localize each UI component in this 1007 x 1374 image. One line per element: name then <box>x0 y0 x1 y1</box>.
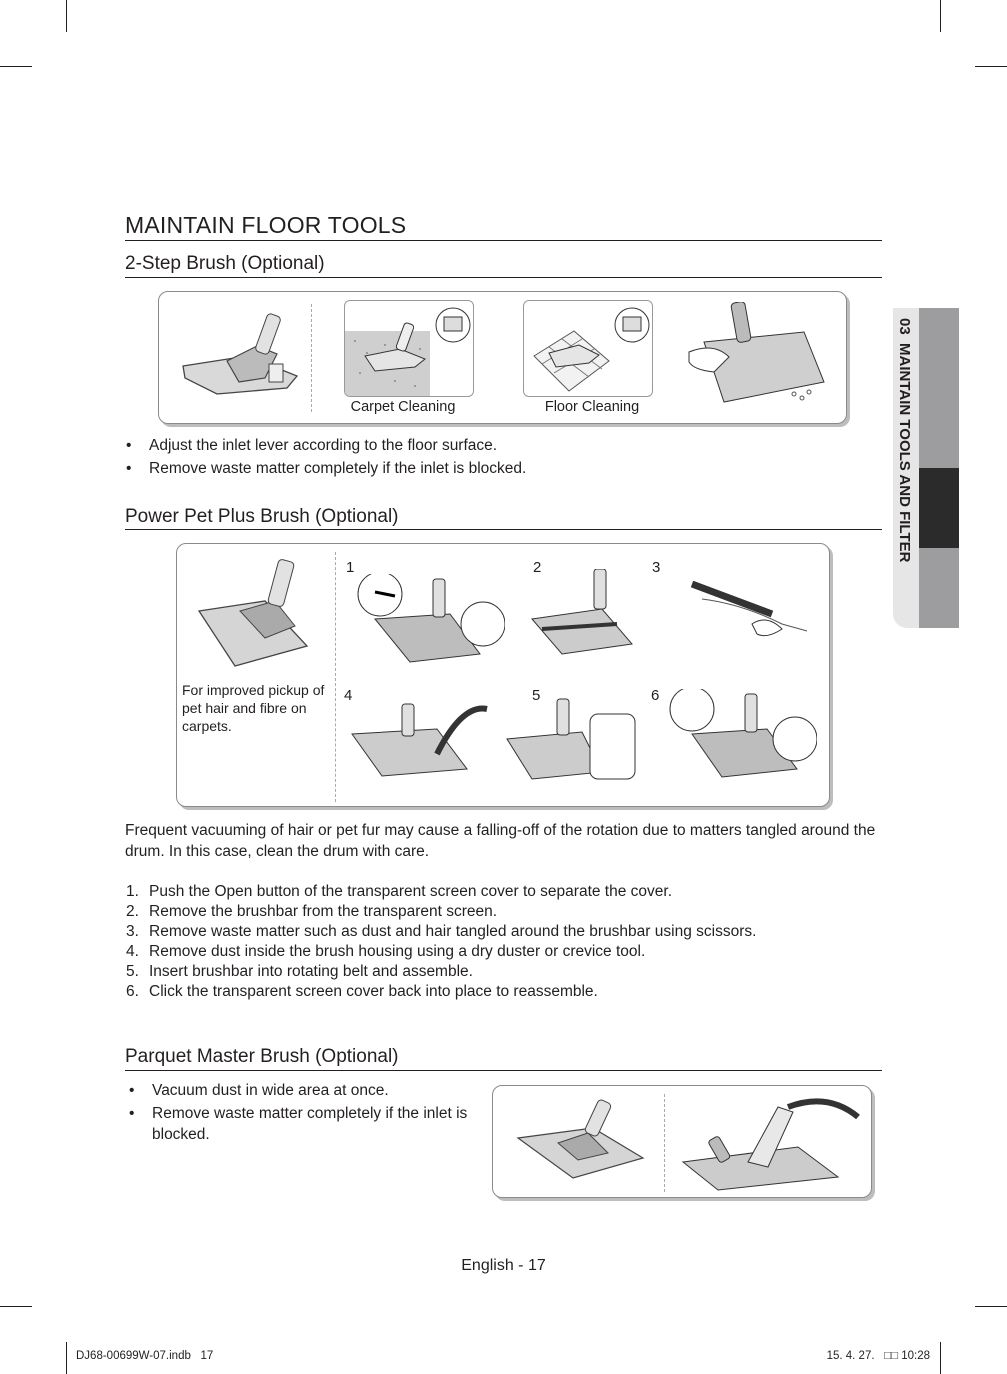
floor-caption: Floor Cleaning <box>544 399 640 415</box>
parquet-title: Parquet Master Brush (Optional) <box>125 1046 399 1067</box>
crop-mark <box>66 1342 67 1374</box>
list-number: 5. <box>126 963 139 980</box>
tab-light-bottom <box>919 548 959 628</box>
crop-mark <box>0 1306 32 1307</box>
list-item <box>126 982 866 1002</box>
page-number: English - 17 <box>461 1257 546 1274</box>
step-number: 4 <box>344 687 353 704</box>
crop-mark <box>0 66 32 67</box>
page-title: MAINTAIN FLOOR TOOLS <box>125 212 407 238</box>
carpet-image <box>344 300 474 397</box>
step-number: 2 <box>533 559 542 576</box>
carpet-illustration <box>345 301 473 396</box>
tab-dark <box>919 468 959 548</box>
two-step-title: 2-Step Brush (Optional) <box>125 253 325 274</box>
list-item <box>126 962 866 982</box>
list-item <box>126 922 866 942</box>
parquet-panel <box>492 1085 872 1198</box>
list-number: 1. <box>126 883 139 900</box>
parquet-bullets <box>129 1080 474 1145</box>
tab-label: 03 MAINTAIN TOOLS AND FILTER <box>896 318 913 563</box>
step4-illustration <box>347 694 497 784</box>
step-number: 5 <box>532 687 541 704</box>
crop-mark <box>940 1342 941 1374</box>
step-number: 1 <box>346 559 355 576</box>
list-number: 6. <box>126 983 139 1000</box>
list-text: Remove waste matter such as dust and hair tangled around the brushbar using scissors. <box>149 923 757 940</box>
list-item: • Adjust the inlet lever according to the floor surface. <box>126 435 866 456</box>
step-number: 6 <box>651 687 660 704</box>
list-number: 3. <box>126 923 139 940</box>
list-number: 4. <box>126 943 139 960</box>
chapter-tab <box>893 308 959 628</box>
list-item: • Vacuum dust in wide area at once. <box>129 1080 474 1101</box>
step3-illustration <box>672 569 812 639</box>
list-item: • Remove waste matter completely if the inlet is blocked. <box>129 1103 474 1145</box>
floor-illustration <box>524 301 652 396</box>
two-step-brush-illustration <box>177 306 307 401</box>
parquet-brush-illustration <box>513 1098 653 1183</box>
title-rule <box>125 240 882 241</box>
print-stamp: 15. 4. 27. □□ 10:28 <box>826 1350 930 1362</box>
inlet-clean-illustration <box>684 302 834 412</box>
crop-mark <box>66 0 67 32</box>
list-text: Click the transparent screen cover back into place to reassemble. <box>149 983 598 1000</box>
step2-illustration <box>522 569 642 659</box>
crop-mark <box>940 0 941 32</box>
parquet-rule <box>125 1070 882 1071</box>
list-text: Remove the brushbar from the transparent screen. <box>149 903 498 920</box>
list-item <box>126 942 866 962</box>
list-item <box>126 902 866 922</box>
parquet-inlet-illustration <box>678 1092 863 1192</box>
floor-image <box>523 300 653 397</box>
file-name: DJ68-00699W-07.indb 17 <box>76 1350 214 1362</box>
two-step-panel <box>158 291 847 424</box>
pet-rule <box>125 529 882 530</box>
step1-illustration <box>355 574 505 664</box>
list-text: Push the Open button of the transparent screen cover to separate the cover. <box>149 883 673 900</box>
divider <box>664 1094 665 1192</box>
step5-illustration <box>502 694 637 784</box>
pet-note: For improved pickup of pet hair and fibre on carpets. <box>182 682 325 734</box>
list-text: Remove dust inside the brush housing using a dry duster or crevice tool. <box>149 943 646 960</box>
crop-mark <box>975 1306 1007 1307</box>
step-number: 3 <box>652 559 661 576</box>
pet-panel <box>176 543 830 807</box>
pet-steps-list <box>126 882 866 1002</box>
step6-illustration <box>667 689 817 779</box>
pet-title: Power Pet Plus Brush (Optional) <box>125 506 399 527</box>
two-step-rule <box>125 277 882 278</box>
tab-light-top <box>919 308 959 468</box>
two-step-bullets <box>126 435 866 479</box>
divider <box>311 304 312 412</box>
carpet-caption: Carpet Cleaning <box>350 399 456 415</box>
list-text: Insert brushbar into rotating belt and assemble. <box>149 963 473 980</box>
list-item: • Remove waste matter completely if the inlet is blocked. <box>126 458 866 479</box>
pet-intro: Frequent vacuuming of hair or pet fur may cause a falling-off of the rotation due to matters tangled around the drum. In this case, clean the drum with care. <box>125 822 876 860</box>
divider <box>335 552 336 802</box>
list-number: 2. <box>126 903 139 920</box>
crop-mark <box>975 66 1007 67</box>
pet-brush-illustration <box>195 556 325 671</box>
list-item <box>126 882 866 902</box>
